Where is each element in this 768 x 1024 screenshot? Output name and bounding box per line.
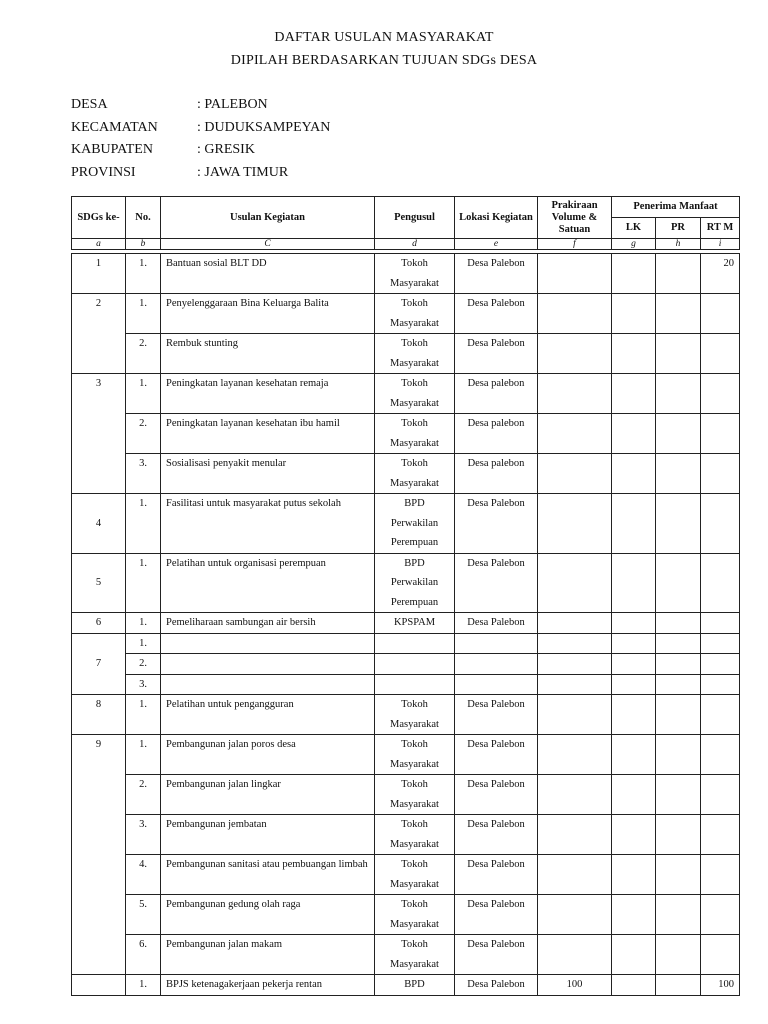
cell-no: 1. [126, 695, 161, 735]
cell-usulan: Peningkatan layanan kesehatan remaja [161, 374, 375, 414]
cell-lokasi [455, 633, 538, 654]
title-line-1: DAFTAR USULAN MASYARAKAT [274, 30, 494, 45]
sdg-number: 2 [72, 294, 126, 374]
cell-pengusul: Tokoh Masyarakat [375, 815, 455, 855]
cell-pr [656, 975, 701, 996]
cell-no: 1. [126, 254, 161, 294]
cell-pengusul: BPD [375, 975, 455, 996]
column-letter: a [72, 239, 126, 250]
cell-lokasi: Desa palebon [455, 454, 538, 494]
cell-lokasi [455, 674, 538, 695]
info-key: KECAMATAN [71, 119, 158, 135]
sdg-number: 6 [72, 613, 126, 634]
table-row [72, 815, 740, 855]
column-letter: g [612, 239, 656, 250]
cell-pengusul: Tokoh Masyarakat [375, 414, 455, 454]
header-no: No. [126, 197, 161, 239]
cell-lokasi: Desa Palebon [455, 815, 538, 855]
header-usulan: Usulan Kegiatan [161, 197, 375, 239]
header-sdgs: SDGs ke- [72, 197, 126, 239]
cell-vol [538, 695, 612, 735]
cell-rtm [701, 815, 740, 855]
cell-lk [612, 855, 656, 895]
cell-vol [538, 674, 612, 695]
cell-lokasi: Desa Palebon [455, 613, 538, 634]
cell-usulan: Bantuan sosial BLT DD [161, 254, 375, 294]
cell-vol [538, 613, 612, 634]
column-letter: b [126, 239, 161, 250]
cell-vol [538, 374, 612, 414]
table-row [72, 695, 740, 735]
table-row [72, 654, 740, 675]
cell-no: 3. [126, 454, 161, 494]
header-penerima: Penerima Manfaat [612, 197, 740, 218]
cell-usulan: Rembuk stunting [161, 334, 375, 374]
cell-lokasi: Desa Palebon [455, 735, 538, 775]
cell-pr [656, 895, 701, 935]
cell-lokasi: Desa Palebon [455, 494, 538, 554]
cell-pr [656, 374, 701, 414]
cell-no: 1. [126, 613, 161, 634]
sdg-number: 9 [72, 735, 126, 975]
cell-lokasi: Desa Palebon [455, 775, 538, 815]
cell-lk [612, 374, 656, 414]
cell-pengusul: Tokoh Masyarakat [375, 775, 455, 815]
cell-vol [538, 334, 612, 374]
cell-rtm [701, 553, 740, 613]
proposal-table [71, 196, 740, 996]
table-row [72, 735, 740, 775]
cell-no: 2. [126, 654, 161, 675]
sdg-number: 1 [72, 254, 126, 294]
cell-no: 1. [126, 633, 161, 654]
cell-lokasi: Desa palebon [455, 374, 538, 414]
cell-lk [612, 553, 656, 613]
info-value: : DUDUKSAMPEYAN [197, 119, 331, 135]
sdg-number: 3 [72, 374, 126, 494]
cell-vol [538, 633, 612, 654]
title-line-2: DIPILAH BERDASARKAN TUJUAN SDGs DESA [230, 53, 538, 68]
cell-usulan: Fasilitasi untuk masyarakat putus sekolah [161, 494, 375, 554]
cell-rtm [701, 735, 740, 775]
cell-pr [656, 674, 701, 695]
cell-vol: 100 [538, 975, 612, 996]
cell-no: 1. [126, 735, 161, 775]
table-row [72, 374, 740, 414]
cell-lokasi: Desa Palebon [455, 975, 538, 996]
cell-rtm: 100 [701, 975, 740, 996]
cell-vol [538, 454, 612, 494]
cell-lk [612, 654, 656, 675]
cell-pengusul [375, 654, 455, 675]
table-row [72, 895, 740, 935]
cell-rtm [701, 855, 740, 895]
cell-vol [538, 254, 612, 294]
cell-pengusul: Tokoh Masyarakat [375, 695, 455, 735]
cell-pr [656, 633, 701, 654]
header-rtm: RT M [701, 218, 740, 239]
cell-lokasi: Desa Palebon [455, 935, 538, 975]
cell-no: 1. [126, 494, 161, 554]
cell-lk [612, 735, 656, 775]
cell-usulan: Pembangunan jalan poros desa [161, 735, 375, 775]
cell-lokasi: Desa Palebon [455, 254, 538, 294]
cell-pengusul: Tokoh Masyarakat [375, 334, 455, 374]
cell-lk [612, 895, 656, 935]
table-row [72, 294, 740, 334]
cell-vol [538, 815, 612, 855]
cell-no: 1. [126, 975, 161, 996]
cell-pengusul: Tokoh Masyarakat [375, 454, 455, 494]
cell-usulan: Sosialisasi penyakit menular [161, 454, 375, 494]
table-row [72, 334, 740, 374]
table-row [72, 414, 740, 454]
cell-vol [538, 654, 612, 675]
cell-pr [656, 654, 701, 675]
info-row-kabupaten [71, 142, 330, 165]
cell-no: 6. [126, 935, 161, 975]
cell-lk [612, 454, 656, 494]
sdg-number: 4 [72, 494, 126, 554]
cell-vol [538, 294, 612, 334]
cell-lk [612, 975, 656, 996]
cell-pengusul: Tokoh Masyarakat [375, 294, 455, 334]
column-letter: d [375, 239, 455, 250]
cell-vol [538, 414, 612, 454]
cell-usulan: Pelatihan untuk pengangguran [161, 695, 375, 735]
cell-pr [656, 454, 701, 494]
column-letter: C [161, 239, 375, 250]
cell-usulan: Pembangunan jalan lingkar [161, 775, 375, 815]
cell-rtm [701, 414, 740, 454]
info-row-kecamatan [71, 120, 330, 143]
cell-usulan: Pelatihan untuk organisasi perempuan [161, 553, 375, 613]
cell-no: 5. [126, 895, 161, 935]
info-key: KABUPATEN [71, 142, 153, 157]
column-letter: e [455, 239, 538, 250]
table-row [72, 975, 740, 996]
table-row [72, 674, 740, 695]
cell-lk [612, 613, 656, 634]
cell-pr [656, 855, 701, 895]
cell-usulan: Pembangunan gedung olah raga [161, 895, 375, 935]
cell-rtm [701, 935, 740, 975]
cell-no: 2. [126, 414, 161, 454]
cell-lk [612, 414, 656, 454]
cell-no: 1. [126, 374, 161, 414]
cell-pr [656, 494, 701, 554]
cell-lokasi: Desa Palebon [455, 895, 538, 935]
table-row [72, 633, 740, 654]
cell-rtm [701, 334, 740, 374]
cell-no: 2. [126, 334, 161, 374]
table-row [72, 935, 740, 975]
cell-lk [612, 775, 656, 815]
header-prakiraan: Prakiraan Volume & Satuan [538, 197, 612, 239]
cell-rtm [701, 294, 740, 334]
cell-rtm [701, 674, 740, 695]
cell-lokasi: Desa palebon [455, 414, 538, 454]
cell-lokasi: Desa Palebon [455, 553, 538, 613]
cell-lokasi [455, 654, 538, 675]
cell-pengusul: Tokoh Masyarakat [375, 735, 455, 775]
column-letter: f [538, 239, 612, 250]
cell-pr [656, 815, 701, 855]
header-lk: LK [612, 218, 656, 239]
cell-usulan: Pembangunan jembatan [161, 815, 375, 855]
table-row [72, 553, 740, 613]
cell-rtm [701, 695, 740, 735]
cell-lk [612, 935, 656, 975]
cell-pengusul: BPD Perwakilan Perempuan [375, 553, 455, 613]
cell-no: 2. [126, 775, 161, 815]
table-row [72, 775, 740, 815]
cell-no: 3. [126, 815, 161, 855]
header-pengusul: Pengusul [375, 197, 455, 239]
column-letter: h [656, 239, 701, 250]
header-row [72, 197, 740, 218]
info-key: DESA [71, 97, 108, 112]
cell-lk [612, 254, 656, 294]
cell-vol [538, 895, 612, 935]
cell-no: 3. [126, 674, 161, 695]
info-row-desa [71, 97, 330, 120]
cell-rtm [701, 633, 740, 654]
cell-usulan: BPJS ketenagakerjaan pekerja rentan [161, 975, 375, 996]
sdg-number: 7 [72, 633, 126, 695]
cell-pengusul: Tokoh Masyarakat [375, 895, 455, 935]
cell-vol [538, 553, 612, 613]
cell-pengusul: Tokoh Masyarakat [375, 855, 455, 895]
table-row [72, 494, 740, 554]
sdg-number: 5 [72, 553, 126, 613]
cell-lk [612, 633, 656, 654]
cell-usulan: Pemeliharaan sambungan air bersih [161, 613, 375, 634]
cell-pr [656, 935, 701, 975]
table-row [72, 254, 740, 294]
cell-rtm [701, 654, 740, 675]
header-pr: PR [656, 218, 701, 239]
cell-pr [656, 254, 701, 294]
cell-pr [656, 414, 701, 454]
cell-pengusul: BPD Perwakilan Perempuan [375, 494, 455, 554]
table-row [72, 855, 740, 895]
cell-lk [612, 334, 656, 374]
cell-pr [656, 735, 701, 775]
cell-vol [538, 494, 612, 554]
cell-lk [612, 294, 656, 334]
cell-rtm [701, 374, 740, 414]
cell-usulan: Pembangunan jalan makam [161, 935, 375, 975]
cell-rtm [701, 454, 740, 494]
table-row [72, 613, 740, 634]
info-key: PROVINSI [71, 164, 136, 180]
info-value: : PALEBON [197, 97, 268, 112]
cell-pr [656, 613, 701, 634]
info-value: : GRESIK [197, 142, 255, 157]
cell-lk [612, 674, 656, 695]
cell-no: 1. [126, 553, 161, 613]
column-letters-row [72, 239, 740, 250]
cell-usulan [161, 654, 375, 675]
cell-vol [538, 775, 612, 815]
cell-rtm: 20 [701, 254, 740, 294]
cell-pengusul: Tokoh Masyarakat [375, 935, 455, 975]
cell-pengusul [375, 633, 455, 654]
cell-pr [656, 334, 701, 374]
location-info [71, 97, 330, 187]
cell-vol [538, 855, 612, 895]
cell-usulan: Peningkatan layanan kesehatan ibu hamil [161, 414, 375, 454]
cell-rtm [701, 775, 740, 815]
cell-pr [656, 553, 701, 613]
cell-pr [656, 775, 701, 815]
column-letter: i [701, 239, 740, 250]
sdg-number: 8 [72, 695, 126, 735]
info-row-provinsi [71, 165, 330, 188]
cell-vol [538, 935, 612, 975]
cell-pengusul: Tokoh Masyarakat [375, 254, 455, 294]
cell-no: 1. [126, 294, 161, 334]
header-lokasi: Lokasi Kegiatan [455, 197, 538, 239]
cell-pengusul: KPSPAM [375, 613, 455, 634]
cell-lk [612, 494, 656, 554]
cell-pr [656, 695, 701, 735]
cell-lokasi: Desa Palebon [455, 294, 538, 334]
cell-usulan [161, 633, 375, 654]
info-value: : JAWA TIMUR [197, 164, 289, 180]
cell-lokasi: Desa Palebon [455, 334, 538, 374]
cell-lokasi: Desa Palebon [455, 855, 538, 895]
cell-pengusul [375, 674, 455, 695]
cell-pengusul: Tokoh Masyarakat [375, 374, 455, 414]
cell-lokasi: Desa Palebon [455, 695, 538, 735]
cell-usulan [161, 674, 375, 695]
cell-pr [656, 294, 701, 334]
cell-rtm [701, 613, 740, 634]
table-body [72, 254, 740, 996]
table-row [72, 454, 740, 494]
cell-rtm [701, 494, 740, 554]
cell-vol [538, 735, 612, 775]
sdg-number [72, 975, 126, 996]
cell-usulan: Pembangunan sanitasi atau pembuangan limbah [161, 855, 375, 895]
cell-usulan: Penyelenggaraan Bina Keluarga Balita [161, 294, 375, 334]
cell-rtm [701, 895, 740, 935]
cell-no: 4. [126, 855, 161, 895]
cell-lk [612, 815, 656, 855]
cell-lk [612, 695, 656, 735]
